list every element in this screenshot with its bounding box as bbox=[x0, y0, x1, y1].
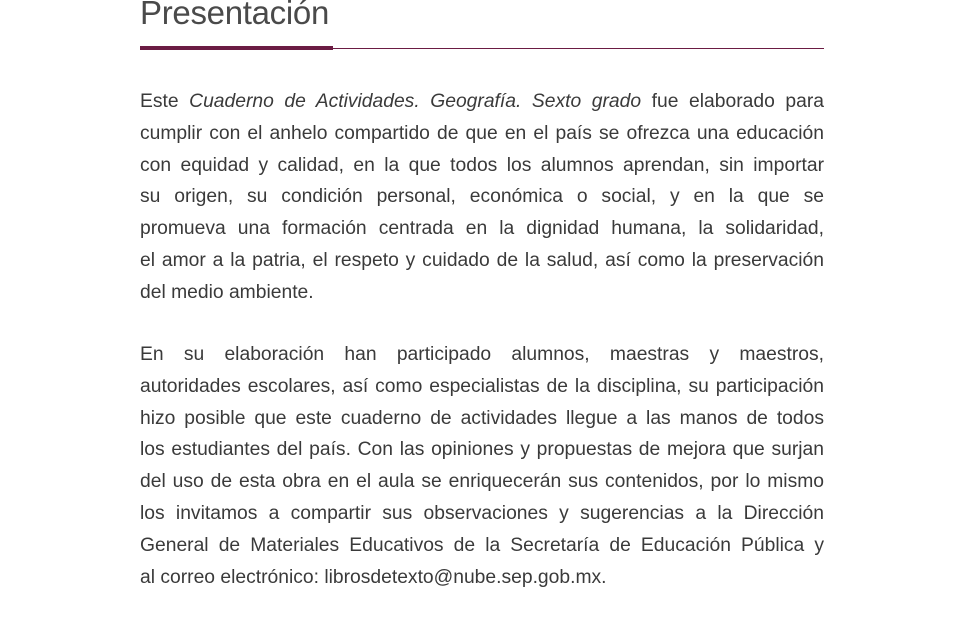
paragraph-line: el amor a la patria, el respeto y cuidado de la salud, así como la preservación bbox=[140, 249, 824, 271]
book-title-italic: Cuaderno de Actividades. Geografía. Sexto grado bbox=[189, 91, 642, 112]
paragraph-participation bbox=[140, 339, 824, 593]
paragraph-line bbox=[140, 86, 824, 118]
paragraph-line-email: al correo electrónico: librosdetexto@nube.sep.gob.mx. bbox=[140, 566, 607, 588]
paragraph-line: autoridades escolares, así como especialistas de la disciplina, su participación bbox=[140, 375, 824, 397]
title-accent-bar bbox=[140, 46, 333, 50]
paragraph-line: hizo posible que este cuaderno de actividades llegue a las manos de todos bbox=[140, 407, 824, 429]
line-text: fue elaborado para bbox=[641, 91, 824, 112]
paragraph-line: del medio ambiente. bbox=[140, 281, 314, 303]
line-text: Este bbox=[140, 91, 190, 112]
paragraph-line: del uso de esta obra en el aula se enriquecerán sus contenidos, por lo mismo bbox=[140, 471, 824, 493]
paragraph-line: su origen, su condición personal, económica o social, y en la que se bbox=[140, 186, 824, 208]
page-title: Presentación bbox=[140, 0, 330, 31]
paragraph-line: General de Materiales Educativos de la Secretaría de Educación Pública y bbox=[140, 534, 824, 556]
paragraph-line: con equidad y calidad, en la que todos los alumnos aprendan, sin importar bbox=[140, 154, 824, 176]
paragraph-line: En su elaboración han participado alumnos, maestras y maestros, bbox=[140, 344, 824, 365]
paragraph-line: los estudiantes del país. Con las opiniones y propuestas de mejora que surjan bbox=[140, 439, 824, 461]
paragraph-line: cumplir con el anhelo compartido de que en el país se ofrezca una educación bbox=[140, 122, 824, 144]
paragraph-line: los invitamos a compartir sus observaciones y sugerencias a la Dirección bbox=[140, 502, 824, 524]
paragraph-introduction bbox=[140, 86, 824, 309]
paragraph-line: promueva una formación centrada en la dignidad humana, la solidaridad, bbox=[140, 218, 824, 240]
